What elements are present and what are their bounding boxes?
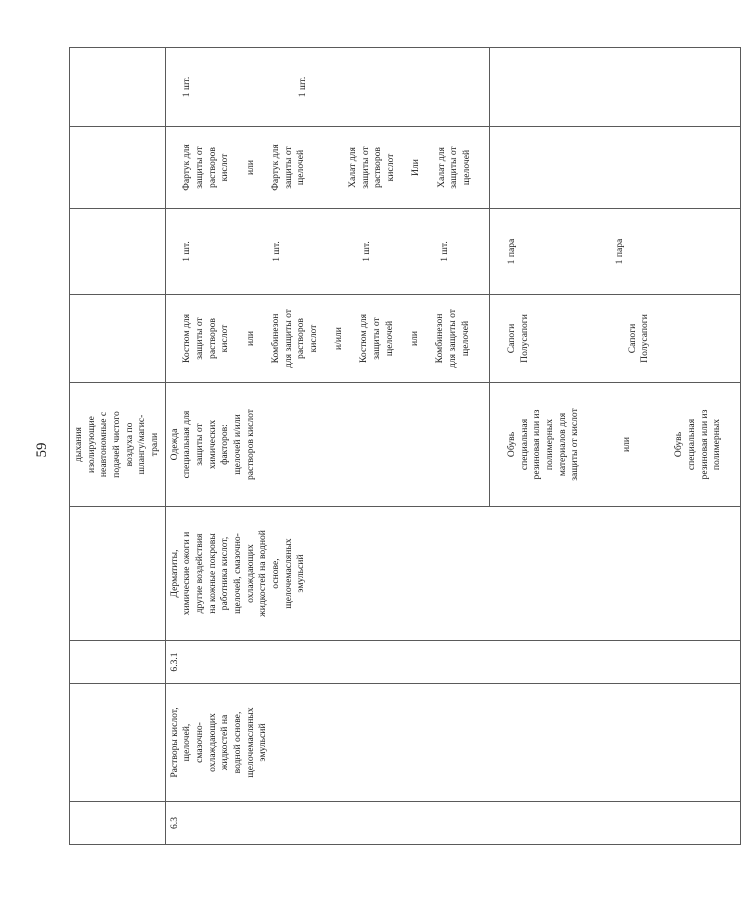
cell-empty [70,507,166,641]
item-qty: 1 шт. [439,241,451,262]
item-qty: 1 шт. [181,241,193,262]
table-row [165,48,490,845]
extra-qty: 1 шт. [181,76,193,98]
sub-b-name: Обувь специальная резиновая или из полимерных материалов для защиты от кислот [506,408,581,481]
cell-number-6-3-1: 6.3.1 [165,641,740,684]
item-type: Комбинезон для защиты от щелочей [434,309,471,368]
item-type: Костюм для защиты от растворов кислот [181,314,231,363]
cell-empty [70,48,166,127]
cell-empty [70,802,166,845]
cell-factor: Растворы кислот, щелочей, смазочно- охлаждающих жидкостей на водной основе, щелочемасляных эмульсий [165,684,740,802]
item-type: Костюм для защиты от щелочей [358,314,395,363]
cell-extra-qty [165,48,490,127]
cell-empty [70,127,166,209]
item-type: и/или [333,327,345,350]
cell-number-6-3: 6.3 [165,802,740,845]
item-qty: 1 шт. [361,241,373,262]
cell-extra-items [165,127,490,209]
extra-item: или [244,159,256,176]
table-row [70,48,166,845]
cell-empty [490,127,740,209]
cell-sub-a-name: Одежда специальная для защиты от химических факторов: щелочей и/или растворов кислот [165,383,490,507]
page-number: 59 [34,442,50,458]
ppe-table [69,47,741,845]
cell-empty [490,48,740,127]
cell-sub-a-types [165,295,490,383]
item-qty: 1 пара [506,238,517,265]
item-qty: 1 пара [613,238,625,265]
extra-item: Фартук для защиты от растворов кислот [181,144,231,191]
cell-header-item: дыхания изолирующие неавтономные с подачей чистого воздуха по шлангу/магис- трали [70,383,166,507]
extra-item: Фартук для защиты от щелочей [269,144,307,191]
item-type: или [409,330,421,347]
extra-item: Халат для защиты от щелочей [435,146,473,189]
cell-sub-b-name [490,383,740,507]
cell-sub-b-qty [490,209,740,295]
extra-item: Халат для защиты от растворов кислот [347,146,397,189]
cell-sub-b-types [490,295,740,383]
sub-b-name: Обувь специальная резиновая или из полимерных [673,409,723,480]
sub-b-or: или [621,436,633,453]
cell-hazard: Дерматиты, химические ожоги и другие воздействия на кожные покровы работника кислот, щелочей, смазочно- охлаждающих жидкостей на водной основе, щелочемасляных эмульсий [165,507,740,641]
extra-qty: 1 шт. [297,76,309,98]
extra-item: Или [410,159,422,176]
item-type: Комбинезон для защиты от растворов кислот [269,309,319,368]
item-type: Сапоги Полусапоги [506,314,530,363]
cell-sub-a-qty [165,209,490,295]
cell-empty [70,209,166,295]
cell-empty [70,641,166,684]
item-type: Сапоги Полусапоги [626,314,651,363]
item-qty: 1 шт. [271,241,283,262]
cell-empty [70,295,166,383]
item-type: или [244,330,256,347]
cell-empty [70,684,166,802]
